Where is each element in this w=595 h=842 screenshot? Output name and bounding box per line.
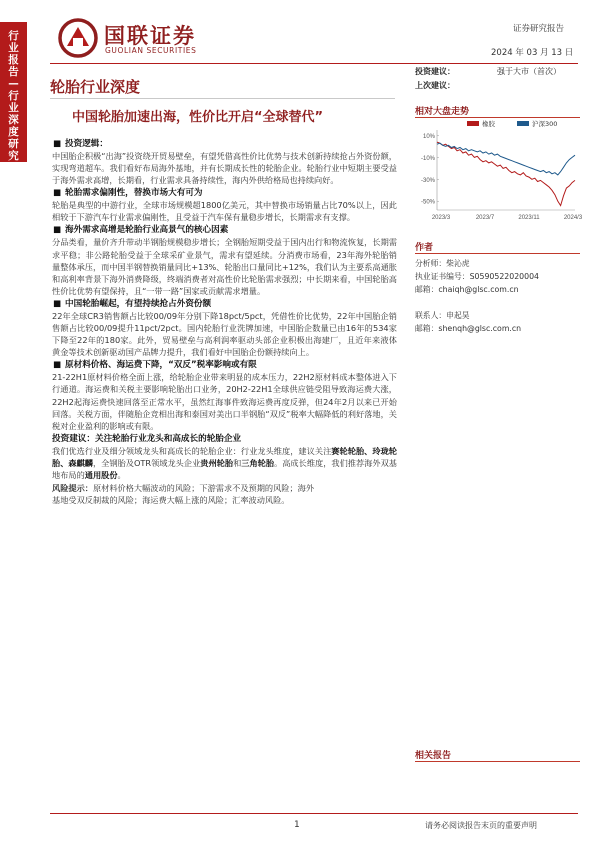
analyst-email[interactable]: 邮箱：chaiqh@glsc.com.cn bbox=[415, 285, 519, 294]
chart-legend-swatch-1 bbox=[517, 121, 529, 126]
footer-divider bbox=[50, 813, 578, 814]
chart-x-tick-label: 2023/11 bbox=[518, 215, 540, 221]
chart-section-title: 相对大盘走势 bbox=[415, 107, 470, 117]
report-type: 证券研究报告 bbox=[513, 24, 565, 34]
sidebar-label: 行业报告—行业深度研究 bbox=[8, 30, 19, 162]
author-section-divider bbox=[415, 253, 580, 254]
risk-line-2: 基地受双反制裁的风险；海运费大幅上涨的风险；汇率波动风险。 bbox=[52, 495, 290, 506]
report-date: 2024 年 03 月 13 日 bbox=[491, 48, 574, 58]
section-head-overseas: ■ 海外需求高增是轮胎行业高景气的核心因素 bbox=[53, 225, 229, 236]
title-divider bbox=[50, 98, 395, 99]
page-number: 1 bbox=[294, 820, 300, 830]
rating-value: 强于大市（首次） bbox=[497, 67, 561, 76]
author-section-title: 作者 bbox=[415, 243, 434, 253]
page-title: 中国轮胎加速出海，性价比开启“全球替代” bbox=[72, 110, 324, 125]
section-para-demand: 轮胎是典型的中游行业，全球市场规模超1800亿美元，其中替换市场销量占比70%以上，因此相较于下游汽车行业需求偏刚性，且受益于汽车保有量稳步增长，长期需求有支撑。 bbox=[52, 200, 397, 223]
rating-label: 投资建议： bbox=[415, 67, 455, 76]
chart-y-tick-label: -30% bbox=[420, 177, 435, 184]
doc-type: 轮胎行业深度 bbox=[50, 78, 141, 96]
contact-name: 联系人：申起昊 bbox=[415, 311, 470, 320]
section-para-rise: 22年全球CR3销售额占比较00/09年分别下降18pct/5pct，凭借性价比优势，22年中国胎企销售额占比较00/09提升11pct/2pct。国内轮胎行业洗牌加速，中国胎企数量已由16年的534家下降至22年的180家。此外，贸易壁垒与高利润率驱动头部企业积极出海建厂，且近年来液体黄金等技术创新驱动国产品牌力提升，我们看好中国胎企份额持续向上。 bbox=[52, 310, 397, 358]
section-head-cost: ■ 原材料价格、海运费下降，“双反”税率影响或有限 bbox=[53, 360, 257, 371]
chart-x-tick-label: 2024/3 bbox=[563, 215, 583, 221]
section-para-overseas: 分品类看，量价齐升带动半钢胎规模稳步增长；全钢胎短期受益于国内出行和物流恢复，长期需求平稳；非公路轮胎受益于全球采矿业景气，需求有望延续。分消费市场看，23年海外轮胎销量整体承压，而中国半钢替换销量同比+13%、轮胎出口量同比+12%，我们认为主要系高通胀和高利率背景下海外消费降级，终端消费者对高性价比轮胎需求强烈；中长期来看，中国轮胎高性价比优势有望保持，且“一带一路”国家或贡献需求增量。 bbox=[52, 237, 397, 296]
analyst-name: 分析师：柴沁虎 bbox=[415, 259, 470, 268]
chart-y-tick-label: 10% bbox=[422, 133, 435, 140]
body-column bbox=[52, 138, 397, 506]
company-logo bbox=[58, 18, 228, 58]
related-reports-title: 相关报告 bbox=[415, 751, 452, 761]
chart-series-line-0 bbox=[437, 142, 575, 206]
chart-legend-label-0: 橡胶 bbox=[482, 120, 495, 128]
relative-performance-chart bbox=[415, 118, 583, 223]
risk-line-1: 风险提示：原材料价格大幅波动的风险；下游需求不及预期的风险；海外 bbox=[52, 483, 315, 494]
chart-series-line-1 bbox=[437, 143, 575, 175]
chart-y-tick-label: -50% bbox=[420, 199, 435, 206]
chart-y-tick-label: -10% bbox=[420, 155, 435, 162]
chart-x-tick-label: 2023/7 bbox=[475, 215, 495, 221]
prev-rating-label: 上次建议： bbox=[415, 81, 455, 90]
contact-email[interactable]: 邮箱：shenqh@glsc.com.cn bbox=[415, 324, 522, 333]
logo-mark-icon bbox=[58, 18, 98, 58]
chart-legend-swatch-0 bbox=[467, 121, 479, 126]
analyst-license: 执业证书编号：S0590522020004 bbox=[415, 272, 540, 281]
logo-text-en: GUOLIAN SECURITIES bbox=[105, 46, 197, 55]
advice-para: 我们优选行业及细分领域龙头和高成长的轮胎企业：行业龙头维度，建议关注赛轮轮胎、玲珑轮胎、森麒麟，全钢胎及OTR领域龙头企业贵州轮胎和三角轮胎。高成长维度，我们推荐海外双基地布局的通用股份。 bbox=[52, 445, 397, 480]
related-reports-divider bbox=[415, 761, 580, 762]
section-head-rise: ■ 中国轮胎崛起，有望持续抢占外资份额 bbox=[53, 298, 212, 309]
header-divider bbox=[50, 63, 578, 64]
logo-text-cn: 国联证券 bbox=[104, 23, 196, 48]
footer-disclaimer: 请务必阅读报告末页的重要声明 bbox=[425, 821, 537, 830]
section-head-logic: ■ 投资逻辑： bbox=[53, 139, 108, 149]
section-para-cost: 21-22H1原材料价格全面上涨，给轮胎企业带来明显的成本压力，22H2原材料成本整体进入下行通道。海运费和关税主要影响轮胎出口业务，20H2-22H1全球供应链受阻导致海运费大涨，22H2起海运费快速回落至正常水平，虽然红海事件致海运费再度反弹，但24年2月以来已开始回落。关税方面，伴随胎企竞相出海和泰国对美出口半钢胎“双反”税率大幅降低的利好落地，关税对企业盈利的影响或有限。 bbox=[52, 372, 397, 431]
advice-head: 投资建议：关注轮胎行业龙头和高成长的轮胎企业 bbox=[52, 433, 242, 444]
section-head-demand: ■ 轮胎需求偏刚性，替换市场大有可为 bbox=[53, 188, 203, 199]
risk-label: 风险提示： bbox=[52, 483, 93, 494]
chart-x-tick-label: 2023/3 bbox=[431, 215, 451, 221]
chart-legend-label-1: 沪深300 bbox=[532, 120, 558, 128]
section-para-logic: 中国胎企积极“出海”投资绕开贸易壁垒，有望凭借高性价比优势与技术创新持续抢占外资份额，实现弯道超车。我们看好布局海外基地，并有长期成长性的轮胎企业。轮胎行业中短期主要受益于海外需求高增，长期看，行业需求具备持续性，海内外供给格局也持续向好。 bbox=[52, 151, 397, 186]
